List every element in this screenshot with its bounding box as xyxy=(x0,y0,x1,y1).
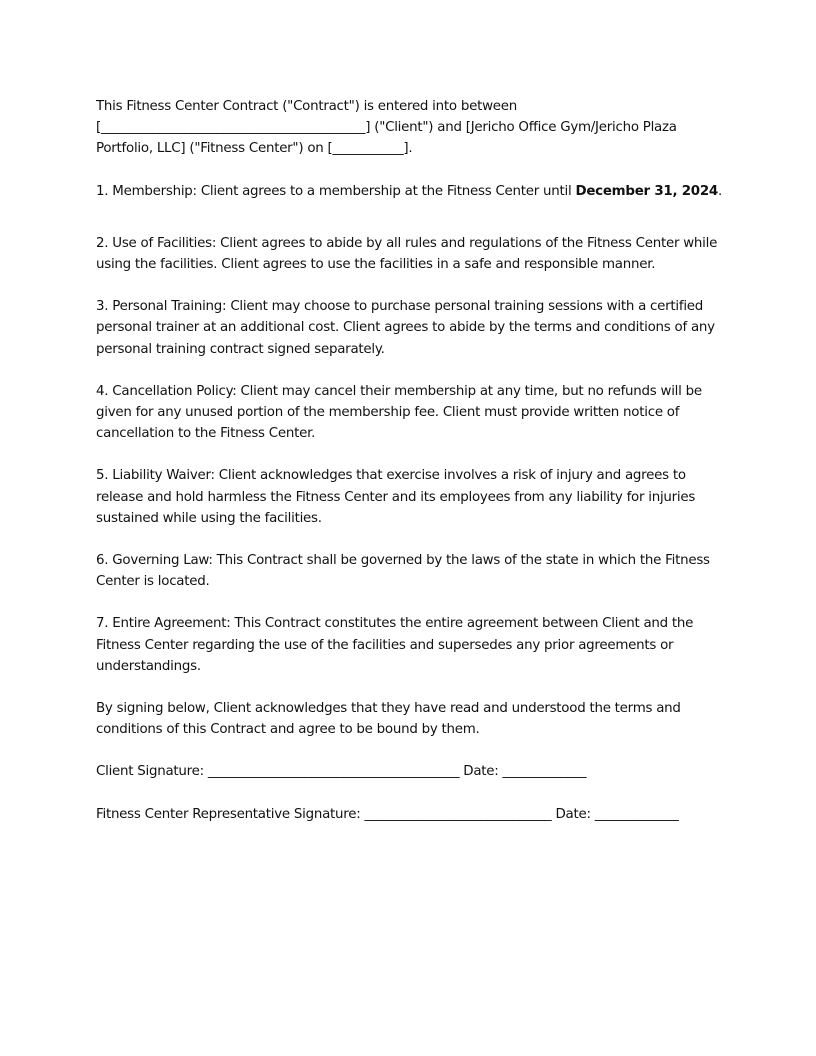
membership-text: 1. Membership: Client agrees to a membership at the Fitness Center until xyxy=(96,183,576,199)
representative-signature-line xyxy=(96,804,726,825)
client-date-field[interactable]: _____________ xyxy=(502,764,587,780)
representative-date-field[interactable]: _____________ xyxy=(594,806,679,822)
membership-end-date: December 31, 2024 xyxy=(575,183,718,199)
clause-cancellation-policy: 4. Cancellation Policy: Client may cancel their membership at any time, but no refunds will be given for any unused portion of the membership fee. Client must provide written notice of cancellation to the Fitness Center. xyxy=(96,383,702,442)
client-date-label: Date: xyxy=(459,764,503,780)
representative-signature-label: Fitness Center Representative Signature: xyxy=(96,806,365,822)
intro-text-1: This Fitness Center Contract ("Contract") is entered into between xyxy=(96,99,517,114)
client-signature-field[interactable]: _______________________________________ xyxy=(207,764,460,780)
intro-text-3: . xyxy=(408,141,413,157)
contract-document xyxy=(96,96,726,825)
intro-paragraph xyxy=(96,96,726,160)
clause-governing-law: 6. Governing Law: This Contract shall be governed by the laws of the state in which the Fitness Center is located. xyxy=(96,553,710,590)
clause-use-of-facilities: 2. Use of Facilities: Client agrees to abide by all rules and regulations of the Fitness Center while using the facilities. Client agrees to use the facilities in a safe and responsible manner. xyxy=(96,235,718,273)
client-signature-label: Client Signature: xyxy=(96,764,208,780)
clause-membership xyxy=(96,181,726,202)
representative-signature-field[interactable]: _____________________________ xyxy=(364,806,552,822)
representative-date-label: Date: xyxy=(551,806,595,822)
client-name-blank[interactable]: [_________________________________________] xyxy=(96,120,371,136)
acknowledgement-paragraph: By signing below, Client acknowledges that they have read and understood the terms and conditions of this Contract and agree to be bound by them. xyxy=(96,701,681,738)
intro-text-2: ("Client") and [Jericho Office Gym/Jericho Plaza Portfolio, LLC] ("Fitness Center") on xyxy=(96,120,677,157)
client-signature-line xyxy=(96,761,726,782)
clause-personal-training: 3. Personal Training: Client may choose to purchase personal training sessions with a certified personal trainer at an additional cost. Client agrees to abide by the terms and conditions of any personal training contract signed separately. xyxy=(96,299,715,357)
clause-entire-agreement: 7. Entire Agreement: This Contract constitutes the entire agreement between Client and the Fitness Center regarding the use of the facilities and supersedes any prior agreements or understandings. xyxy=(96,616,694,674)
contract-date-blank[interactable]: [___________] xyxy=(327,141,409,157)
clause-liability-waiver: 5. Liability Waiver: Client acknowledges that exercise involves a risk of injury and agrees to release and hold harmless the Fitness Center and its employees from any liability for injuries sustained while using the facilities. xyxy=(96,468,696,526)
membership-period: . xyxy=(717,183,722,199)
